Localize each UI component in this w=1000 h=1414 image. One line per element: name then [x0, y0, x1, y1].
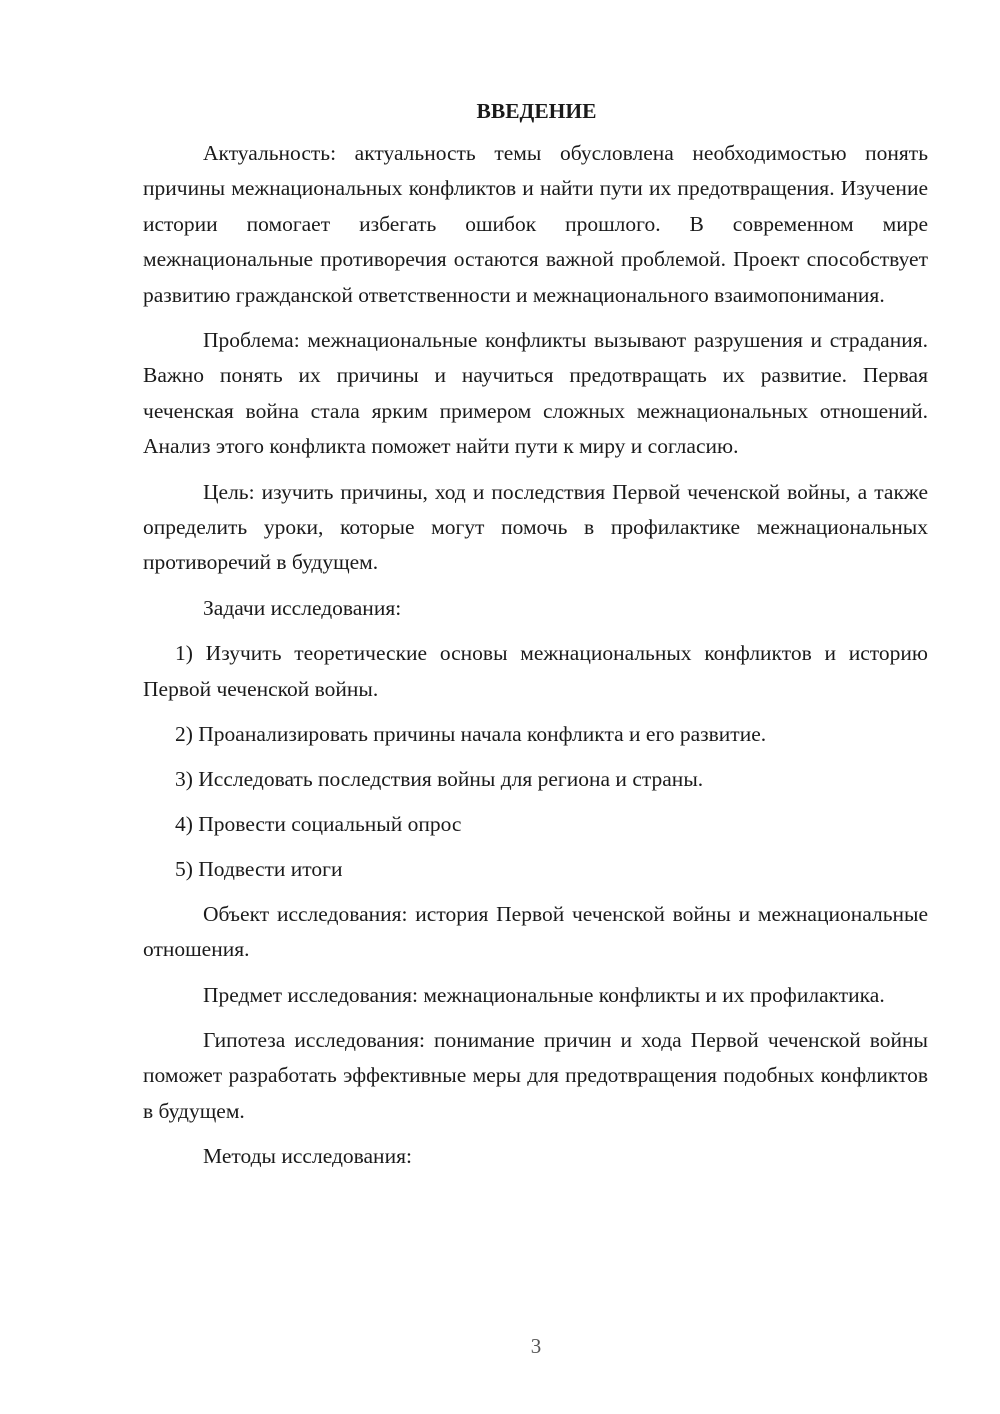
- page-number: 3: [530, 1334, 542, 1358]
- hypothesis-paragraph: Гипотеза исследования: понимание причин и хода Первой чеченской войны поможет разработать эффективные меры для предотвращения подобных конфликтов в будущем.: [143, 1027, 928, 1123]
- page-content: [143, 94, 928, 1185]
- tasks-heading: Задачи исследования:: [203, 595, 402, 620]
- goal-paragraph: Цель: изучить причины, ход и последствия Первой чеченской войны, а также определить уроки, которые могут помочь в профилактике межнациональных противоречий в будущем.: [143, 479, 928, 575]
- methods-heading: Методы исследования:: [203, 1144, 412, 1169]
- page-title: ВВЕДЕНИЕ: [476, 99, 597, 123]
- task-item-2: 2) Проанализировать причины начала конфликта и его развитие.: [175, 721, 767, 746]
- problem-paragraph: Проблема: межнациональные конфликты вызывают разрушения и страдания. Важно понять их причины и научиться предотвращать их развитие. Первая чеченская война стала ярким примером сложных межнациональных отношений. Анализ этого конфликта поможет найти пути к миру и согласию.: [143, 328, 928, 459]
- task-item-1: 1) Изучить теоретические основы межнациональных конфликтов и историю Первой чеченской войны.: [143, 641, 928, 701]
- subject-paragraph: Предмет исследования: межнациональные конфликты и их профилактика.: [203, 982, 885, 1007]
- relevance-paragraph: Актуальность: актуальность темы обусловлена необходимостью понять причины межнациональных конфликтов и найти пути их предотвращения. Изучение истории помогает избегать ошибок прошлого. В современном мире межнациональные противоречия остаются важной проблемой. Проект способствует развитию гражданской ответственности и межнационального взаимопонимания.: [143, 141, 928, 307]
- task-item-4: 4) Провести социальный опрос: [175, 811, 462, 836]
- object-paragraph: Объект исследования: история Первой чеченской войны и межнациональные отношения.: [143, 901, 928, 962]
- task-item-3: 3) Исследовать последствия войны для региона и страны.: [175, 766, 704, 791]
- task-item-5: 5) Подвести итоги: [175, 856, 343, 881]
